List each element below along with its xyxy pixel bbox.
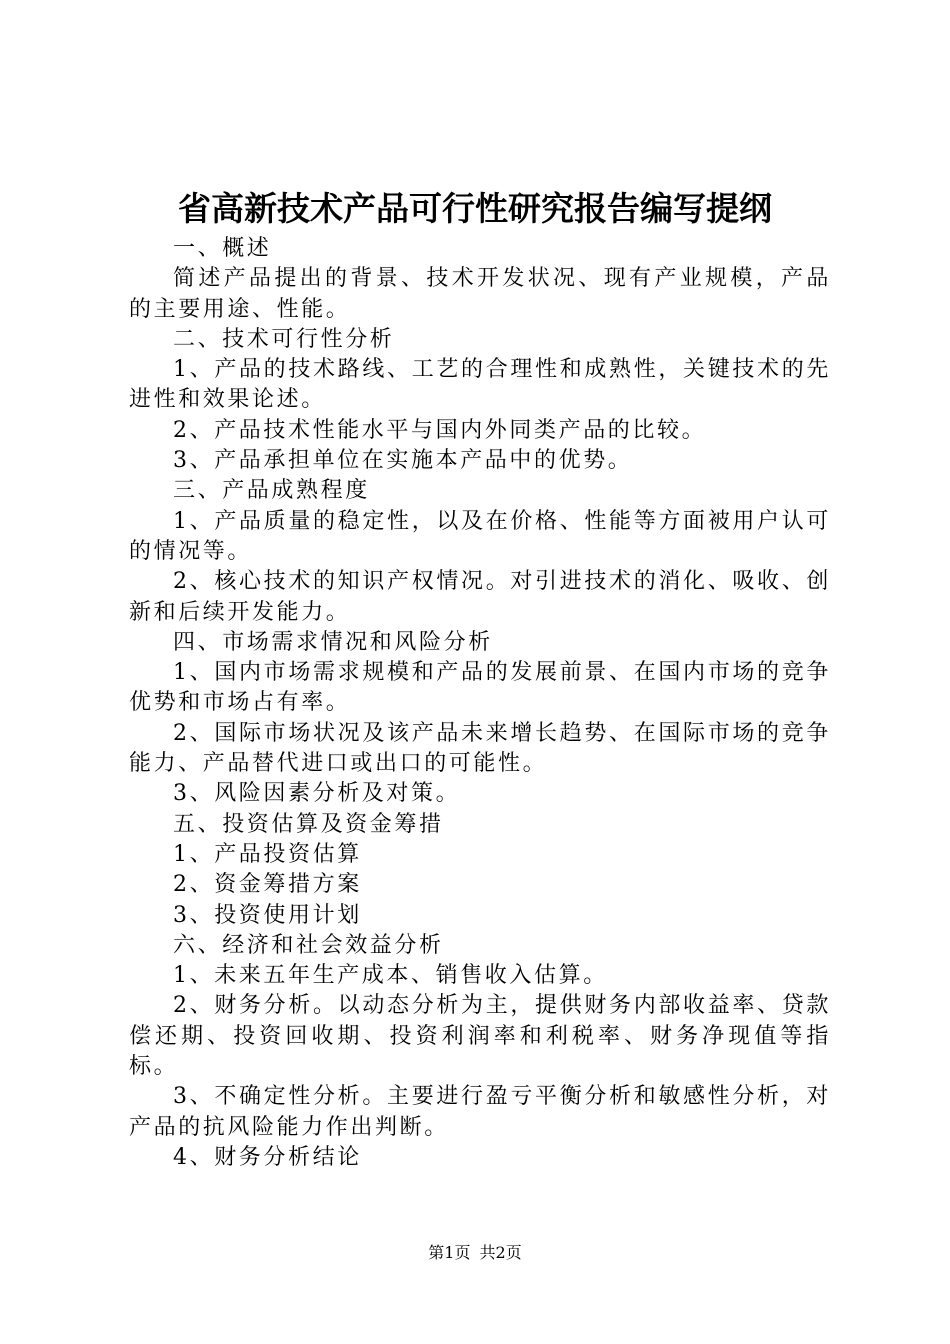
section-heading-investment: 五、投资估算及资金筹措	[173, 811, 444, 837]
paragraph: 1、产品质量的稳定性，以及在价格、性能等方面被用户认可的情况等。	[129, 508, 831, 564]
section-heading-product-maturity: 三、产品成熟程度	[173, 478, 370, 504]
paragraph: 简述产品提出的背景、技术开发状况、现有产业规模，产品的主要用途、性能。	[129, 266, 831, 322]
document-body	[129, 234, 831, 1173]
paragraph: 1、产品的技术路线、工艺的合理性和成熟性，关键技术的先进性和效果论述。	[129, 357, 831, 413]
section-heading-overview: 一、概述	[173, 236, 272, 261]
paragraph: 4、财务分析结论	[173, 1144, 362, 1170]
paragraph: 2、国际市场状况及该产品未来增长趋势、在国际市场的竞争能力、产品替代进口或出口的可能性。	[129, 720, 831, 777]
paragraph: 3、风险因素分析及对策。	[173, 781, 461, 807]
page-number: 第1页 共2页	[428, 1243, 522, 1262]
section-heading-market-risk: 四、市场需求情况和风险分析	[173, 629, 493, 655]
paragraph: 3、产品承担单位在实施本产品中的优势。	[173, 448, 633, 474]
paragraph: 2、产品技术性能水平与国内外同类产品的比较。	[173, 417, 707, 443]
page-title: 省高新技术产品可行性研究报告编写提纲	[178, 189, 772, 228]
section-heading-technical-feasibility: 二、技术可行性分析	[173, 326, 395, 352]
paragraph: 3、不确定性分析。主要进行盈亏平衡分析和敏感性分析，对产品的抗风险能力作出判断。	[129, 1084, 831, 1140]
paragraph: 2、核心技术的知识产权情况。对引进技术的消化、吸收、创新和后续开发能力。	[129, 569, 831, 625]
paragraph: 2、资金筹措方案	[173, 872, 362, 898]
paragraph: 1、未来五年生产成本、销售收入估算。	[173, 963, 608, 989]
paragraph: 3、投资使用计划	[173, 902, 362, 928]
paragraph: 2、财务分析。以动态分析为主，提供财务内部收益率、贷款偿还期、投资回收期、投资利润率和利税率、财务净现值等指标。	[129, 993, 831, 1080]
paragraph: 1、国内市场需求规模和产品的发展前景、在国内市场的竞争优势和市场占有率。	[129, 660, 831, 716]
section-heading-economic-social: 六、经济和社会效益分析	[173, 932, 444, 958]
paragraph: 1、产品投资估算	[173, 841, 362, 867]
